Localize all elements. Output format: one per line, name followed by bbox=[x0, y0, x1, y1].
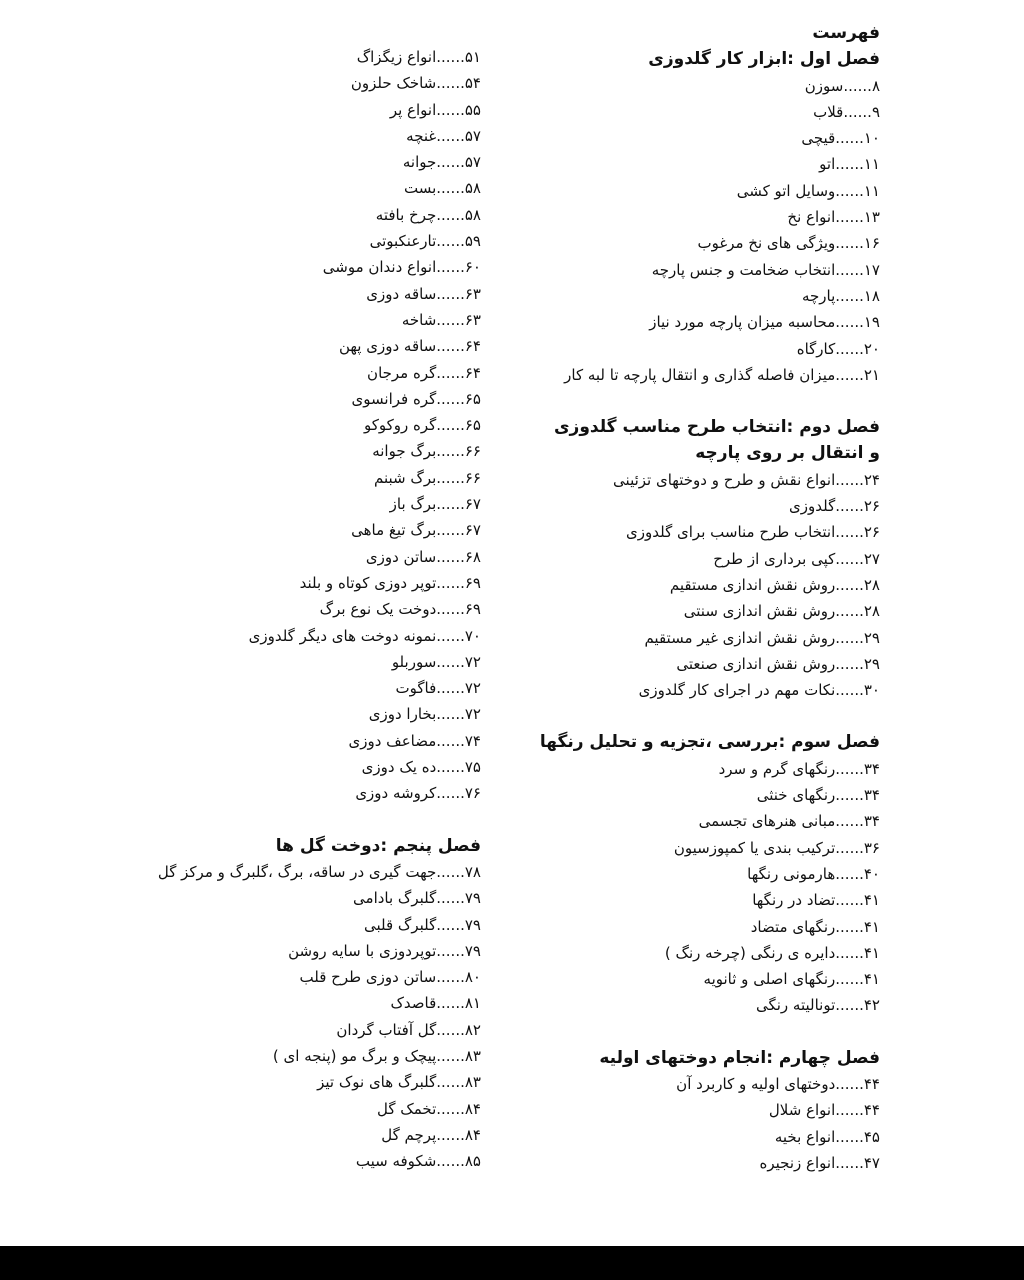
toc-entry: ۵۸......چرخ بافته bbox=[375, 205, 481, 224]
toc-entry: ۵۷......غنچه bbox=[406, 126, 481, 145]
chapter-heading: فصل اول :ابزار کار گلدوزی bbox=[648, 49, 880, 70]
toc-entry: ۱۷......انتخاب ضخامت و جنس پارچه bbox=[651, 260, 880, 279]
toc-entry: ۷۵......ده یک دوزی bbox=[361, 758, 481, 777]
chapter-heading: فصل چهارم :انجام دوختهای اولیه bbox=[599, 1047, 880, 1068]
toc-entry: ۶۳......شاخه bbox=[401, 310, 481, 329]
toc-entry: ۲۸......روش نقش اندازی مستقیم bbox=[669, 575, 880, 594]
section-spacer bbox=[21, 807, 481, 833]
toc-entry: ۵۴......شاخک حلزون bbox=[350, 74, 481, 93]
toc-right-column bbox=[460, 20, 880, 1176]
chapter-heading: و انتقال بر روی پارچه bbox=[695, 443, 880, 464]
toc-entry: ۶۳......ساقه دوزی bbox=[366, 284, 481, 303]
toc-entry: ۶۰......انواع دندان موشی bbox=[322, 258, 481, 277]
toc-entry: ۱۸......پارچه bbox=[801, 286, 880, 305]
toc-entry: ۵۱......انواع زیگزاگ bbox=[356, 48, 481, 66]
toc-entry: ۱۳......انواع نخ bbox=[787, 208, 880, 227]
section-spacer bbox=[460, 703, 880, 729]
toc-entry: ۶۷......برگ تیغ ماهی bbox=[351, 521, 481, 540]
toc-entry: ۲۱......میزان فاصله گذاری و انتقال پارچه تا لبه کار bbox=[564, 365, 880, 384]
toc-entry: ۸۴......پرچم گل bbox=[381, 1125, 481, 1144]
chapter-heading: فصل سوم :بررسی ،تجزیه و تحلیل رنگها bbox=[539, 732, 880, 753]
toc-entry: ۸۲......گل آفتاب گردان bbox=[336, 1020, 481, 1039]
toc-entry: ۱۹......محاسبه میزان پارچه مورد نیاز bbox=[649, 313, 880, 332]
toc-entry: ۷۰......نمونه دوخت های دیگر گلدوزی bbox=[248, 626, 481, 645]
toc-entry: ۱۱......اتو bbox=[819, 155, 880, 174]
toc-entry: ۶۶......برگ شبنم bbox=[374, 468, 481, 487]
toc-entry: ۳۴......رنگهای گرم و سرد bbox=[718, 759, 880, 778]
toc-entry: ۴۲......تونالیته رنگی bbox=[755, 996, 880, 1015]
toc-entry: ۶۵......گره فرانسوی bbox=[351, 389, 481, 408]
toc-entry: ۶۵......گره روکوکو bbox=[363, 416, 481, 435]
toc-entry: ۵۵......انواع پر bbox=[389, 100, 481, 119]
bottom-black-bar bbox=[0, 1246, 1024, 1280]
toc-entry: ۸۵......شکوفه سیب bbox=[355, 1152, 481, 1171]
toc-entry: ۴۰......هارمونی رنگها bbox=[747, 864, 880, 883]
toc-entry: ۲۷......کپی برداری از طرح bbox=[713, 549, 880, 568]
toc-entry: ۲۸......روش نقش اندازی سنتی bbox=[683, 602, 880, 621]
toc-entry: ۸۳......گلبرگ های نوک تیز bbox=[317, 1073, 481, 1092]
toc-entry: ۶۴......گره مرجان bbox=[367, 363, 481, 382]
toc-entry: ۸۰......ساتن دوزی طرح قلب bbox=[299, 968, 481, 987]
toc-entry: ۲۶......گلدوزی bbox=[789, 497, 880, 516]
toc-entry: ۷۹......گلبرگ بادامی bbox=[353, 889, 481, 908]
toc-title: فهرست bbox=[812, 23, 880, 43]
toc-entry: ۹......قلاب bbox=[813, 102, 880, 121]
toc-left-column bbox=[21, 44, 481, 1174]
toc-entry: ۲۴......انواع نقش و طرح و دوختهای تزئینی bbox=[613, 470, 880, 489]
toc-entry: ۳۴......مبانی هنرهای تجسمی bbox=[698, 812, 880, 831]
toc-entry: ۲۶......انتخاب طرح مناسب برای گلدوزی bbox=[626, 523, 880, 542]
toc-entry: ۱۱......وسایل اتو کشی bbox=[736, 181, 880, 200]
toc-entry: ۵۸......بست bbox=[403, 179, 481, 198]
toc-entry: ۷۴......مضاعف دوزی bbox=[348, 731, 481, 750]
toc-entry: ۵۷......جوانه bbox=[402, 153, 481, 172]
toc-entry: ۷۶......کروشه دوزی bbox=[355, 784, 481, 803]
toc-entry: ۴۱......تضاد در رنگها bbox=[752, 891, 880, 910]
toc-entry: ۴۵......انواع بخیه bbox=[774, 1127, 880, 1146]
toc-entry: ۷۲......فاگوت bbox=[395, 679, 481, 698]
toc-entry: ۴۴......انواع شلال bbox=[768, 1101, 880, 1120]
toc-entry: ۶۴......ساقه دوزی پهن bbox=[338, 337, 481, 356]
toc-entry: ۱۶......ویژگی های نخ مرغوب bbox=[697, 234, 880, 253]
toc-entry: ۸۳......پیچک و برگ مو (پنجه ای ) bbox=[272, 1046, 481, 1065]
toc-entry: ۸۱......قاصدک bbox=[390, 994, 481, 1013]
toc-entry: ۷۲......سوربلو bbox=[391, 652, 481, 671]
toc-entry: ۴۱......دایره ی رنگی (چرخه رنگ ) bbox=[664, 943, 880, 962]
section-spacer bbox=[460, 1019, 880, 1045]
toc-entry: ۷۹......گلبرگ قلبی bbox=[363, 915, 481, 934]
toc-entry: ۴۴......دوختهای اولیه و کاربرد آن bbox=[676, 1074, 880, 1093]
toc-entry: ۴۷......انواع زنجیره bbox=[759, 1153, 880, 1172]
toc-entry: ۶۷......برگ باز bbox=[389, 495, 481, 514]
toc-entry: ۲۹......روش نقش اندازی غیر مستقیم bbox=[644, 628, 880, 647]
toc-entry: ۳۴......رنگهای خنثی bbox=[756, 786, 880, 805]
toc-entry: ۴۱......رنگهای اصلی و ثانویه bbox=[703, 970, 880, 989]
toc-entry: ۵۹......تارعنکبوتی bbox=[369, 232, 481, 251]
section-spacer bbox=[460, 388, 880, 414]
toc-entry: ۲۹......روش نقش اندازی صنعتی bbox=[676, 654, 880, 673]
toc-entry: ۶۹......دوخت یک نوع برگ bbox=[319, 600, 481, 619]
toc-entry: ۸......سوزن bbox=[804, 76, 880, 95]
toc-entry: ۳۶......ترکیب بندی یا کمپوزسیون bbox=[673, 838, 880, 857]
toc-entry: ۳۰......نکات مهم در اجرای کار گلدوزی bbox=[638, 681, 880, 700]
toc-entry: ۷۹......توپردوزی با سایه روشن bbox=[288, 941, 481, 960]
toc-entry: ۴۱......رنگهای متضاد bbox=[750, 917, 880, 936]
chapter-heading: فصل پنجم :دوخت گل ها bbox=[275, 835, 481, 856]
toc-entry: ۱۰......قیچی bbox=[801, 129, 880, 148]
toc-entry: ۶۹......توپر دوزی کوتاه و بلند bbox=[299, 573, 481, 592]
toc-entry: ۶۶......برگ جوانه bbox=[372, 442, 481, 461]
toc-entry: ۲۰......کارگاه bbox=[796, 339, 880, 358]
toc-entry: ۸۴......تخمک گل bbox=[377, 1099, 481, 1118]
toc-entry: ۷۲......بخارا دوزی bbox=[368, 705, 481, 724]
toc-entry: ۶۸......ساتن دوزی bbox=[365, 547, 481, 566]
chapter-heading: فصل دوم :انتخاب طرح مناسب گلدوزی bbox=[553, 417, 880, 438]
toc-entry: ۷۸......جهت گیری در ساقه، برگ ،گلبرگ و مرکز گل bbox=[157, 862, 481, 881]
